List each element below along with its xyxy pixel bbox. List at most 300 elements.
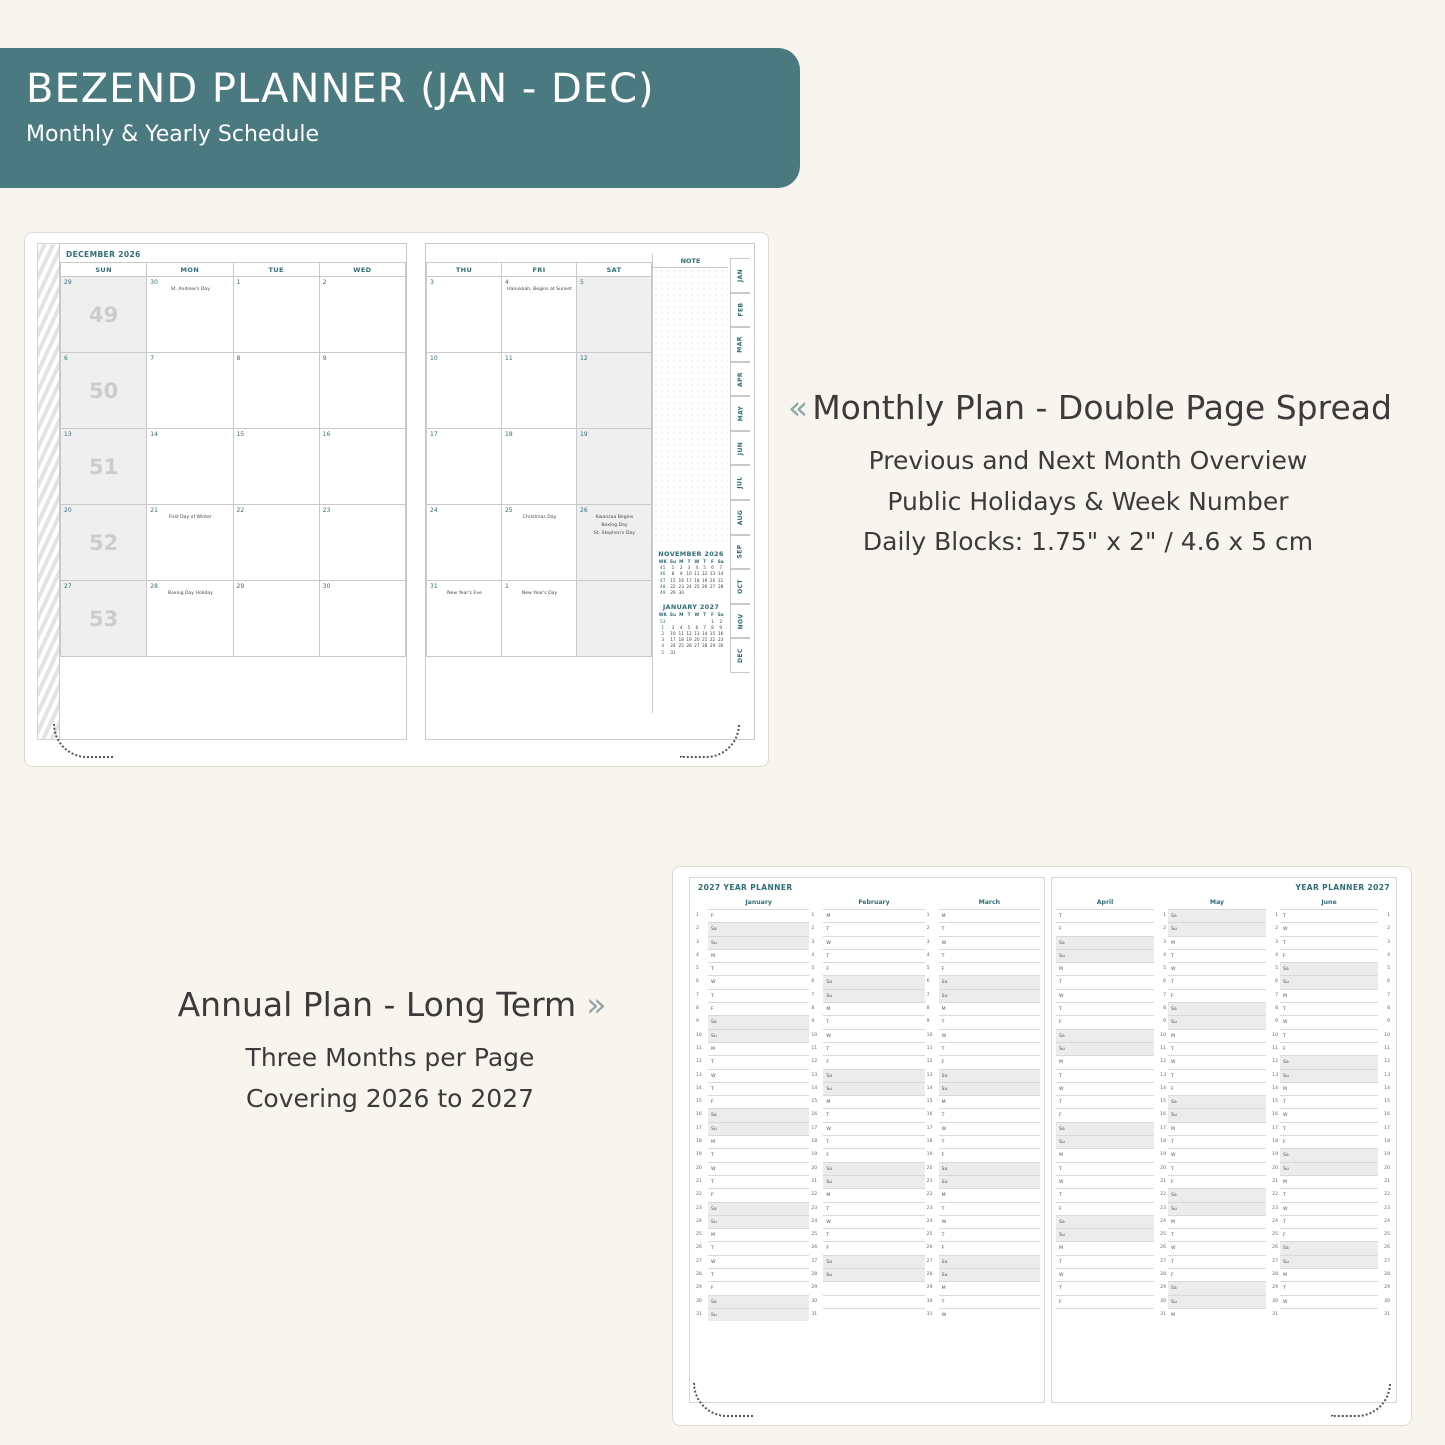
day-number: 29 bbox=[696, 1285, 702, 1291]
year-planner-day-row[interactable] bbox=[823, 1308, 924, 1321]
callout-line: Daily Blocks: 1.75" x 2" / 4.6 x 5 cm bbox=[862, 527, 1314, 556]
year-planner-day-row[interactable]: F bbox=[708, 1188, 809, 1201]
day-number: 27 bbox=[696, 1258, 702, 1264]
day-number: 27 bbox=[811, 1258, 818, 1264]
year-planner-month-label: March bbox=[978, 899, 1001, 906]
year-planner-day-row[interactable]: M bbox=[939, 1188, 1040, 1201]
year-planner-day-row[interactable]: W bbox=[823, 936, 924, 949]
year-planner-day-row[interactable]: Sa bbox=[1280, 1148, 1378, 1161]
year-planner-day-row[interactable]: T bbox=[1056, 909, 1154, 922]
mini-calendar-row: 45 1 2 3 4 5 6 7 bbox=[660, 566, 723, 572]
year-planner-day-row[interactable]: Su bbox=[1168, 1202, 1266, 1215]
year-planner-day-row[interactable]: F bbox=[1168, 1175, 1266, 1188]
year-planner-day-row[interactable]: T bbox=[1056, 1069, 1154, 1082]
day-number: 1 bbox=[1387, 913, 1390, 918]
year-planner-day-row[interactable]: T bbox=[939, 1202, 1040, 1215]
year-planner-day-row[interactable]: T bbox=[1168, 975, 1266, 988]
year-planner-day-row[interactable]: W bbox=[708, 1069, 809, 1082]
day-cell: 10 bbox=[427, 353, 502, 429]
year-planner-day-row[interactable]: T bbox=[1168, 949, 1266, 962]
month-tab-jan[interactable]: JAN bbox=[730, 258, 750, 293]
year-planner-day-row[interactable]: M bbox=[708, 1042, 809, 1055]
month-tab-feb[interactable]: FEB bbox=[730, 293, 750, 328]
year-planner-day-row[interactable]: M bbox=[1056, 962, 1154, 975]
year-planner-day-row[interactable]: Sa bbox=[823, 1069, 924, 1082]
mini-calendar-row: 5 31 bbox=[661, 650, 676, 656]
year-planner-day-row[interactable]: Su bbox=[939, 1268, 1040, 1281]
year-planner-day-row[interactable]: Sa bbox=[1056, 1029, 1154, 1042]
year-planner-day-index bbox=[925, 896, 939, 1321]
year-planner-day-row[interactable]: F bbox=[1056, 1108, 1154, 1121]
day-number: 29 bbox=[1160, 1285, 1166, 1291]
year-planner-day-row[interactable]: T bbox=[708, 962, 809, 975]
day-number: 5 bbox=[696, 966, 699, 972]
year-planner-day-row[interactable]: T bbox=[939, 1108, 1040, 1121]
year-planner-day-row[interactable]: T bbox=[1168, 1042, 1266, 1055]
year-planner-day-row[interactable]: T bbox=[939, 949, 1040, 962]
year-planner-spread-image bbox=[672, 866, 1412, 1426]
year-planner-day-row[interactable]: Su bbox=[823, 1082, 924, 1095]
year-planner-right-grid bbox=[1052, 896, 1396, 1321]
year-planner-day-row[interactable]: F bbox=[1280, 1228, 1378, 1241]
year-planner-day-row[interactable]: Sa bbox=[708, 1108, 809, 1121]
year-planner-day-row[interactable]: T bbox=[1056, 1255, 1154, 1268]
year-planner-day-row[interactable]: T bbox=[939, 1042, 1040, 1055]
day-number: 22 bbox=[1272, 1192, 1278, 1198]
year-planner-day-row[interactable]: T bbox=[1056, 975, 1154, 988]
year-planner-day-row[interactable]: Su bbox=[939, 1175, 1040, 1188]
year-planner-day-row[interactable]: T bbox=[823, 1135, 924, 1148]
day-number: 13 bbox=[696, 1072, 702, 1078]
year-planner-day-row[interactable]: T bbox=[1168, 1228, 1266, 1241]
year-planner-day-row[interactable]: W bbox=[1056, 1082, 1154, 1095]
year-planner-day-row[interactable]: T bbox=[708, 1082, 809, 1095]
year-planner-day-row[interactable]: T bbox=[823, 1108, 924, 1121]
day-number: 27 bbox=[926, 1258, 933, 1264]
year-planner-day-row[interactable]: M bbox=[939, 1281, 1040, 1294]
year-planner-day-row[interactable]: W bbox=[939, 1122, 1040, 1135]
mini-calendar-row: 53 1 2 bbox=[660, 619, 723, 625]
year-planner-day-row[interactable]: F bbox=[708, 1281, 809, 1294]
year-planner-day-row[interactable]: W bbox=[823, 1122, 924, 1135]
year-planner-day-row[interactable]: F bbox=[823, 1055, 924, 1068]
day-number: 29 bbox=[926, 1285, 933, 1291]
year-planner-day-row[interactable]: T bbox=[1280, 909, 1378, 922]
year-planner-day-row[interactable]: T bbox=[1280, 1215, 1378, 1228]
year-planner-day-row[interactable]: M bbox=[1056, 1055, 1154, 1068]
year-planner-day-row[interactable]: W bbox=[939, 936, 1040, 949]
day-number: 18 bbox=[696, 1139, 702, 1145]
month-tab-oct[interactable]: OCT bbox=[730, 569, 750, 604]
year-planner-day-row[interactable]: Su bbox=[708, 1122, 809, 1135]
day-number: 31 bbox=[926, 1311, 933, 1317]
mini-calendar-row: 48 22 23 24 25 26 27 28 bbox=[660, 584, 724, 590]
mini-calendar-row: 46 8 9 10 11 12 13 14 bbox=[660, 572, 724, 578]
day-cell: 19 bbox=[577, 429, 652, 505]
year-planner-day-row[interactable]: T bbox=[939, 1228, 1040, 1241]
year-planner-left-grid bbox=[690, 896, 1044, 1321]
year-planner-day-row[interactable]: T bbox=[1280, 936, 1378, 949]
day-number: 8 bbox=[811, 1006, 815, 1012]
day-number: 10 bbox=[1272, 1032, 1278, 1038]
year-planner-day-row[interactable]: M bbox=[1056, 1241, 1154, 1254]
year-planner-day-row[interactable]: F bbox=[708, 1095, 809, 1108]
year-planner-day-row[interactable]: M bbox=[1168, 1308, 1266, 1321]
year-planner-day-row[interactable]: Sa bbox=[1056, 1122, 1154, 1135]
year-planner-day-row[interactable]: T bbox=[939, 1135, 1040, 1148]
year-planner-day-row[interactable]: F bbox=[1056, 1295, 1154, 1308]
year-planner-day-row[interactable]: T bbox=[1056, 1188, 1154, 1201]
year-planner-day-row[interactable]: Sa bbox=[1056, 1215, 1154, 1228]
day-number: 24 bbox=[1160, 1218, 1166, 1224]
year-planner-day-row[interactable] bbox=[1280, 1308, 1378, 1321]
year-planner-day-row[interactable]: Sa bbox=[1168, 1281, 1266, 1294]
day-number: 20 bbox=[696, 1165, 702, 1171]
year-planner-day-row[interactable]: Sa bbox=[1168, 1095, 1266, 1108]
year-planner-day-row[interactable]: T bbox=[708, 989, 809, 1002]
year-planner-day-row[interactable]: W bbox=[708, 975, 809, 988]
calendar-week-row bbox=[427, 277, 652, 353]
year-planner-day-row[interactable] bbox=[1056, 1308, 1154, 1321]
year-planner-day-row[interactable]: M bbox=[823, 909, 924, 922]
year-planner-day-row[interactable]: F bbox=[1056, 1202, 1154, 1215]
year-planner-day-row[interactable]: Su bbox=[708, 1308, 809, 1321]
year-planner-day-row[interactable]: T bbox=[1280, 1188, 1378, 1201]
year-planner-day-row[interactable]: T bbox=[708, 1175, 809, 1188]
day-cell: 27 53 bbox=[61, 581, 147, 657]
year-planner-day-row[interactable]: W bbox=[1056, 1268, 1154, 1281]
year-planner-day-row[interactable]: T bbox=[823, 1015, 924, 1028]
year-planner-day-row[interactable]: M bbox=[1168, 936, 1266, 949]
day-number: 12 bbox=[811, 1059, 818, 1065]
month-tab-jun[interactable]: JUN bbox=[730, 431, 750, 466]
day-number: 2 bbox=[926, 926, 930, 932]
day-number: 29 bbox=[811, 1285, 818, 1291]
year-planner-day-row[interactable]: T bbox=[1056, 1002, 1154, 1015]
day-number: 20 bbox=[926, 1165, 933, 1171]
year-planner-day-row[interactable]: W bbox=[939, 1308, 1040, 1321]
year-planner-day-row[interactable]: Su bbox=[1168, 1108, 1266, 1121]
year-planner-day-row[interactable]: Su bbox=[1168, 1015, 1266, 1028]
year-planner-day-row[interactable]: Sa bbox=[708, 1015, 809, 1028]
year-planner-day-row[interactable]: M bbox=[939, 1095, 1040, 1108]
month-tab-may[interactable]: MAY bbox=[730, 396, 750, 431]
day-number: 25 bbox=[1272, 1232, 1278, 1238]
year-planner-day-row[interactable]: M bbox=[708, 1135, 809, 1148]
header-banner bbox=[0, 48, 800, 188]
year-planner-day-row[interactable]: Su bbox=[708, 936, 809, 949]
year-planner-day-row[interactable]: Su bbox=[823, 1268, 924, 1281]
year-planner-day-row[interactable]: M bbox=[1168, 1215, 1266, 1228]
year-planner-day-index bbox=[809, 896, 823, 1321]
year-planner-day-index bbox=[694, 896, 708, 1321]
year-planner-day-row[interactable]: W bbox=[1056, 989, 1154, 1002]
year-planner-day-row[interactable]: F bbox=[939, 1148, 1040, 1161]
year-planner-day-row[interactable]: T bbox=[708, 1055, 809, 1068]
mini-calendar-row: 4 24 25 26 27 28 29 30 bbox=[661, 644, 724, 650]
year-planner-day-row[interactable]: W bbox=[708, 1255, 809, 1268]
day-cell: 21 First Day of Winter bbox=[147, 505, 233, 581]
year-planner-day-row[interactable]: F bbox=[1168, 989, 1266, 1002]
year-planner-day-row[interactable]: T bbox=[708, 1148, 809, 1161]
year-planner-day-row[interactable]: Su bbox=[708, 1029, 809, 1042]
day-number: 19 bbox=[1272, 1152, 1278, 1158]
year-planner-day-row[interactable]: Su bbox=[1056, 1228, 1154, 1241]
year-planner-day-row[interactable]: Sa bbox=[1280, 1241, 1378, 1254]
year-planner-day-row[interactable]: Su bbox=[1056, 949, 1154, 962]
year-planner-day-row[interactable] bbox=[823, 1281, 924, 1294]
calendar-week-row bbox=[61, 581, 406, 657]
year-planner-day-row[interactable]: M bbox=[939, 909, 1040, 922]
year-planner-day-row[interactable]: Sa bbox=[1168, 1002, 1266, 1015]
year-planner-day-row[interactable]: Sa bbox=[1280, 962, 1378, 975]
day-number: 21 bbox=[1272, 1178, 1278, 1184]
day-number: 2 bbox=[811, 926, 815, 932]
day-number: 9 bbox=[1275, 1019, 1278, 1025]
day-number: 21 bbox=[926, 1178, 933, 1184]
year-planner-day-row[interactable]: F bbox=[1280, 1042, 1378, 1055]
year-planner-day-row[interactable]: W bbox=[823, 1029, 924, 1042]
year-planner-day-row[interactable]: M bbox=[823, 1188, 924, 1201]
day-number: 4 bbox=[926, 952, 930, 958]
day-number: 26 bbox=[811, 1245, 818, 1251]
year-planner-day-row[interactable]: Su bbox=[1280, 1162, 1378, 1175]
day-number: 31 bbox=[1160, 1311, 1166, 1317]
year-planner-day-row[interactable]: T bbox=[939, 1295, 1040, 1308]
year-planner-day-row[interactable]: F bbox=[1056, 922, 1154, 935]
year-planner-day-row[interactable]: W bbox=[1168, 1241, 1266, 1254]
day-number: 12 bbox=[1272, 1059, 1278, 1065]
month-tab-mar[interactable]: MAR bbox=[730, 327, 750, 362]
day-number: 15 bbox=[1384, 1099, 1390, 1105]
month-tab-sep[interactable]: SEP bbox=[730, 535, 750, 570]
calendar-week-row bbox=[427, 581, 652, 657]
year-planner-day-row[interactable]: Sa bbox=[823, 1162, 924, 1175]
day-number: 3 bbox=[1275, 939, 1278, 945]
month-tab-nov[interactable]: NOV bbox=[730, 604, 750, 639]
year-planner-day-row[interactable] bbox=[823, 1295, 924, 1308]
day-cell: 28 Boxing Day Holiday bbox=[147, 581, 233, 657]
year-planner-day-row[interactable]: Sa bbox=[1280, 1055, 1378, 1068]
month-tab-strip[interactable] bbox=[730, 258, 750, 713]
year-planner-day-row[interactable]: M bbox=[1280, 1268, 1378, 1281]
year-planner-day-row[interactable]: W bbox=[1168, 1055, 1266, 1068]
month-tab-aug[interactable]: AUG bbox=[730, 500, 750, 535]
year-planner-day-row[interactable]: W bbox=[1280, 922, 1378, 935]
year-planner-month-label: June bbox=[1321, 899, 1337, 906]
year-planner-day-row[interactable]: Sa bbox=[939, 1162, 1040, 1175]
year-planner-day-row[interactable]: Su bbox=[1168, 1295, 1266, 1308]
year-planner-day-row[interactable]: F bbox=[1280, 949, 1378, 962]
year-planner-day-row[interactable]: F bbox=[939, 962, 1040, 975]
year-planner-day-row[interactable]: Sa bbox=[1168, 909, 1266, 922]
monthly-left-page bbox=[59, 243, 407, 740]
year-planner-day-row[interactable]: Sa bbox=[939, 975, 1040, 988]
day-cell: 1 New Year's Day bbox=[502, 581, 577, 657]
year-planner-day-row[interactable]: Su bbox=[939, 1082, 1040, 1095]
day-cell: 2 bbox=[319, 277, 405, 353]
year-planner-day-row[interactable]: F bbox=[823, 1241, 924, 1254]
day-cell: 23 bbox=[319, 505, 405, 581]
annual-callout-heading: Annual Plan - Long Term » bbox=[177, 985, 603, 1024]
day-number: 24 bbox=[1272, 1218, 1278, 1224]
year-planner-day-row[interactable]: T bbox=[823, 949, 924, 962]
year-planner-day-row[interactable]: F bbox=[939, 1055, 1040, 1068]
day-number: 20 bbox=[1160, 1165, 1166, 1171]
year-planner-day-row[interactable]: T bbox=[1168, 1135, 1266, 1148]
year-planner-day-row[interactable]: Sa bbox=[823, 1255, 924, 1268]
callout-line: Covering 2026 to 2027 bbox=[245, 1083, 535, 1113]
day-number: 13 bbox=[926, 1072, 933, 1078]
year-planner-day-row[interactable]: W bbox=[939, 1029, 1040, 1042]
day-number: 18 bbox=[1272, 1139, 1278, 1145]
year-planner-day-row[interactable]: T bbox=[1280, 1122, 1378, 1135]
day-cell: 29 49 bbox=[61, 277, 147, 353]
year-planner-day-row[interactable]: T bbox=[1168, 1162, 1266, 1175]
year-planner-day-row[interactable]: T bbox=[939, 1015, 1040, 1028]
day-number: 26 bbox=[926, 1245, 933, 1251]
year-planner-day-row[interactable]: Sa bbox=[1056, 936, 1154, 949]
year-planner-day-row[interactable]: Sa bbox=[708, 922, 809, 935]
year-planner-day-row[interactable]: M bbox=[823, 1095, 924, 1108]
annual-callout bbox=[110, 985, 670, 1119]
year-planner-day-row[interactable]: W bbox=[1056, 1175, 1154, 1188]
year-planner-day-row[interactable]: Su bbox=[1280, 1255, 1378, 1268]
year-planner-day-row[interactable]: M bbox=[1056, 1148, 1154, 1161]
year-planner-month-column bbox=[1168, 896, 1266, 1321]
year-planner-day-row[interactable]: F bbox=[1168, 1268, 1266, 1281]
day-number: 23 bbox=[696, 1205, 702, 1211]
year-planner-day-row[interactable]: Sa bbox=[939, 1255, 1040, 1268]
day-number: 25 bbox=[696, 1232, 702, 1238]
year-planner-day-row[interactable]: Su bbox=[1280, 1069, 1378, 1082]
year-planner-day-row[interactable]: T bbox=[708, 1268, 809, 1281]
year-planner-day-row[interactable]: F bbox=[708, 1002, 809, 1015]
year-planner-day-row[interactable]: Sa bbox=[939, 1069, 1040, 1082]
year-planner-day-row[interactable]: T bbox=[823, 1042, 924, 1055]
year-planner-day-row[interactable]: M bbox=[1168, 1122, 1266, 1135]
day-number: 1 bbox=[811, 913, 815, 918]
year-planner-day-row[interactable]: W bbox=[1280, 1295, 1378, 1308]
year-planner-day-row[interactable]: T bbox=[1056, 1095, 1154, 1108]
year-planner-day-row[interactable]: Su bbox=[939, 989, 1040, 1002]
year-planner-day-row[interactable]: F bbox=[1280, 1135, 1378, 1148]
year-planner-day-index bbox=[1154, 896, 1168, 1321]
year-planner-day-row[interactable]: F bbox=[823, 1148, 924, 1161]
year-planner-month-column bbox=[708, 896, 809, 1321]
month-tab-dec[interactable]: DEC bbox=[730, 638, 750, 673]
year-planner-day-row[interactable]: W bbox=[1280, 1015, 1378, 1028]
day-number: 31 bbox=[1272, 1311, 1278, 1317]
year-planner-day-row[interactable]: M bbox=[823, 1002, 924, 1015]
year-planner-day-row[interactable]: Su bbox=[1056, 1135, 1154, 1148]
callout-line: Public Holidays & Week Number bbox=[887, 486, 1289, 516]
day-cell: 6 50 bbox=[61, 353, 147, 429]
year-planner-day-row[interactable]: W bbox=[1280, 1202, 1378, 1215]
year-planner-day-row[interactable]: T bbox=[823, 1228, 924, 1241]
year-planner-day-row[interactable]: Sa bbox=[708, 1295, 809, 1308]
year-planner-day-row[interactable]: Su bbox=[1168, 922, 1266, 935]
day-number: 23 bbox=[811, 1205, 818, 1211]
day-number: 5 bbox=[1275, 966, 1278, 972]
day-number: 1 bbox=[1163, 913, 1166, 918]
year-planner-day-row[interactable]: T bbox=[823, 922, 924, 935]
year-planner-day-row[interactable]: M bbox=[939, 1002, 1040, 1015]
year-planner-day-row[interactable]: F bbox=[939, 1241, 1040, 1254]
year-planner-day-row[interactable]: F bbox=[1056, 1015, 1154, 1028]
year-planner-day-row[interactable]: T bbox=[1168, 1255, 1266, 1268]
year-planner-day-row[interactable]: T bbox=[1280, 1029, 1378, 1042]
year-planner-day-row[interactable]: Su bbox=[1056, 1042, 1154, 1055]
day-number: 2 bbox=[1275, 926, 1278, 932]
day-number: 18 bbox=[1384, 1139, 1390, 1145]
day-number: 13 bbox=[811, 1072, 818, 1078]
year-planner-day-row[interactable]: T bbox=[1168, 1069, 1266, 1082]
year-planner-day-row[interactable]: Sa bbox=[708, 1202, 809, 1215]
year-planner-day-row[interactable]: M bbox=[1280, 1082, 1378, 1095]
day-number: 13 bbox=[1384, 1072, 1390, 1078]
year-planner-day-row[interactable]: W bbox=[708, 1162, 809, 1175]
day-number: 11 bbox=[926, 1045, 933, 1051]
week-number: 49 bbox=[89, 302, 119, 327]
year-planner-day-row[interactable]: Sa bbox=[823, 975, 924, 988]
year-planner-day-row[interactable]: W bbox=[1168, 962, 1266, 975]
month-tab-apr[interactable]: APR bbox=[730, 362, 750, 397]
year-planner-day-row[interactable]: M bbox=[708, 1228, 809, 1241]
year-planner-day-row[interactable]: M bbox=[1280, 1175, 1378, 1188]
year-planner-day-row[interactable]: F bbox=[708, 909, 809, 922]
year-planner-day-row[interactable]: Su bbox=[708, 1215, 809, 1228]
year-planner-day-row[interactable]: W bbox=[1168, 1148, 1266, 1161]
year-planner-day-row[interactable]: T bbox=[939, 922, 1040, 935]
year-planner-day-row[interactable]: T bbox=[1280, 1281, 1378, 1294]
year-planner-day-row[interactable]: M bbox=[708, 949, 809, 962]
year-planner-day-row[interactable]: T bbox=[708, 1241, 809, 1254]
weekday-thu: THU bbox=[427, 263, 502, 277]
event-label: Kwanzaa Begins bbox=[595, 515, 634, 520]
year-planner-day-row[interactable]: Sa bbox=[1168, 1188, 1266, 1201]
day-cell: 18 bbox=[502, 429, 577, 505]
day-number: 3 bbox=[1387, 939, 1390, 945]
year-planner-day-row[interactable]: W bbox=[939, 1215, 1040, 1228]
year-planner-day-row[interactable]: M bbox=[1280, 989, 1378, 1002]
year-planner-day-row[interactable]: W bbox=[823, 1215, 924, 1228]
year-planner-day-row[interactable]: Su bbox=[823, 1175, 924, 1188]
year-planner-day-row[interactable]: T bbox=[1280, 1095, 1378, 1108]
year-planner-day-row[interactable]: F bbox=[1168, 1082, 1266, 1095]
month-tab-jul[interactable]: JUL bbox=[730, 465, 750, 500]
year-planner-day-row[interactable]: Su bbox=[823, 989, 924, 1002]
year-planner-day-row[interactable]: M bbox=[1168, 1029, 1266, 1042]
year-planner-day-row[interactable]: T bbox=[1280, 1002, 1378, 1015]
callout-line: Three Months per Page bbox=[245, 1043, 535, 1072]
year-planner-day-row[interactable]: T bbox=[823, 1202, 924, 1215]
year-planner-month-column bbox=[939, 896, 1040, 1321]
year-planner-day-row[interactable]: T bbox=[1056, 1281, 1154, 1294]
event-label: New Year's Eve bbox=[447, 591, 482, 596]
weekday-wed: WED bbox=[319, 263, 405, 277]
year-planner-day-row[interactable]: F bbox=[823, 962, 924, 975]
day-number: 16 bbox=[1272, 1112, 1278, 1118]
day-cell: 15 bbox=[233, 429, 319, 505]
day-number: 10 bbox=[1384, 1032, 1390, 1038]
day-number: 30 bbox=[811, 1298, 818, 1304]
year-planner-day-row[interactable]: T bbox=[1056, 1162, 1154, 1175]
day-number: 6 bbox=[1387, 979, 1390, 985]
year-planner-day-row[interactable]: Su bbox=[1280, 975, 1378, 988]
year-planner-day-row[interactable]: W bbox=[1280, 1108, 1378, 1121]
day-number: 22 bbox=[1160, 1192, 1166, 1198]
